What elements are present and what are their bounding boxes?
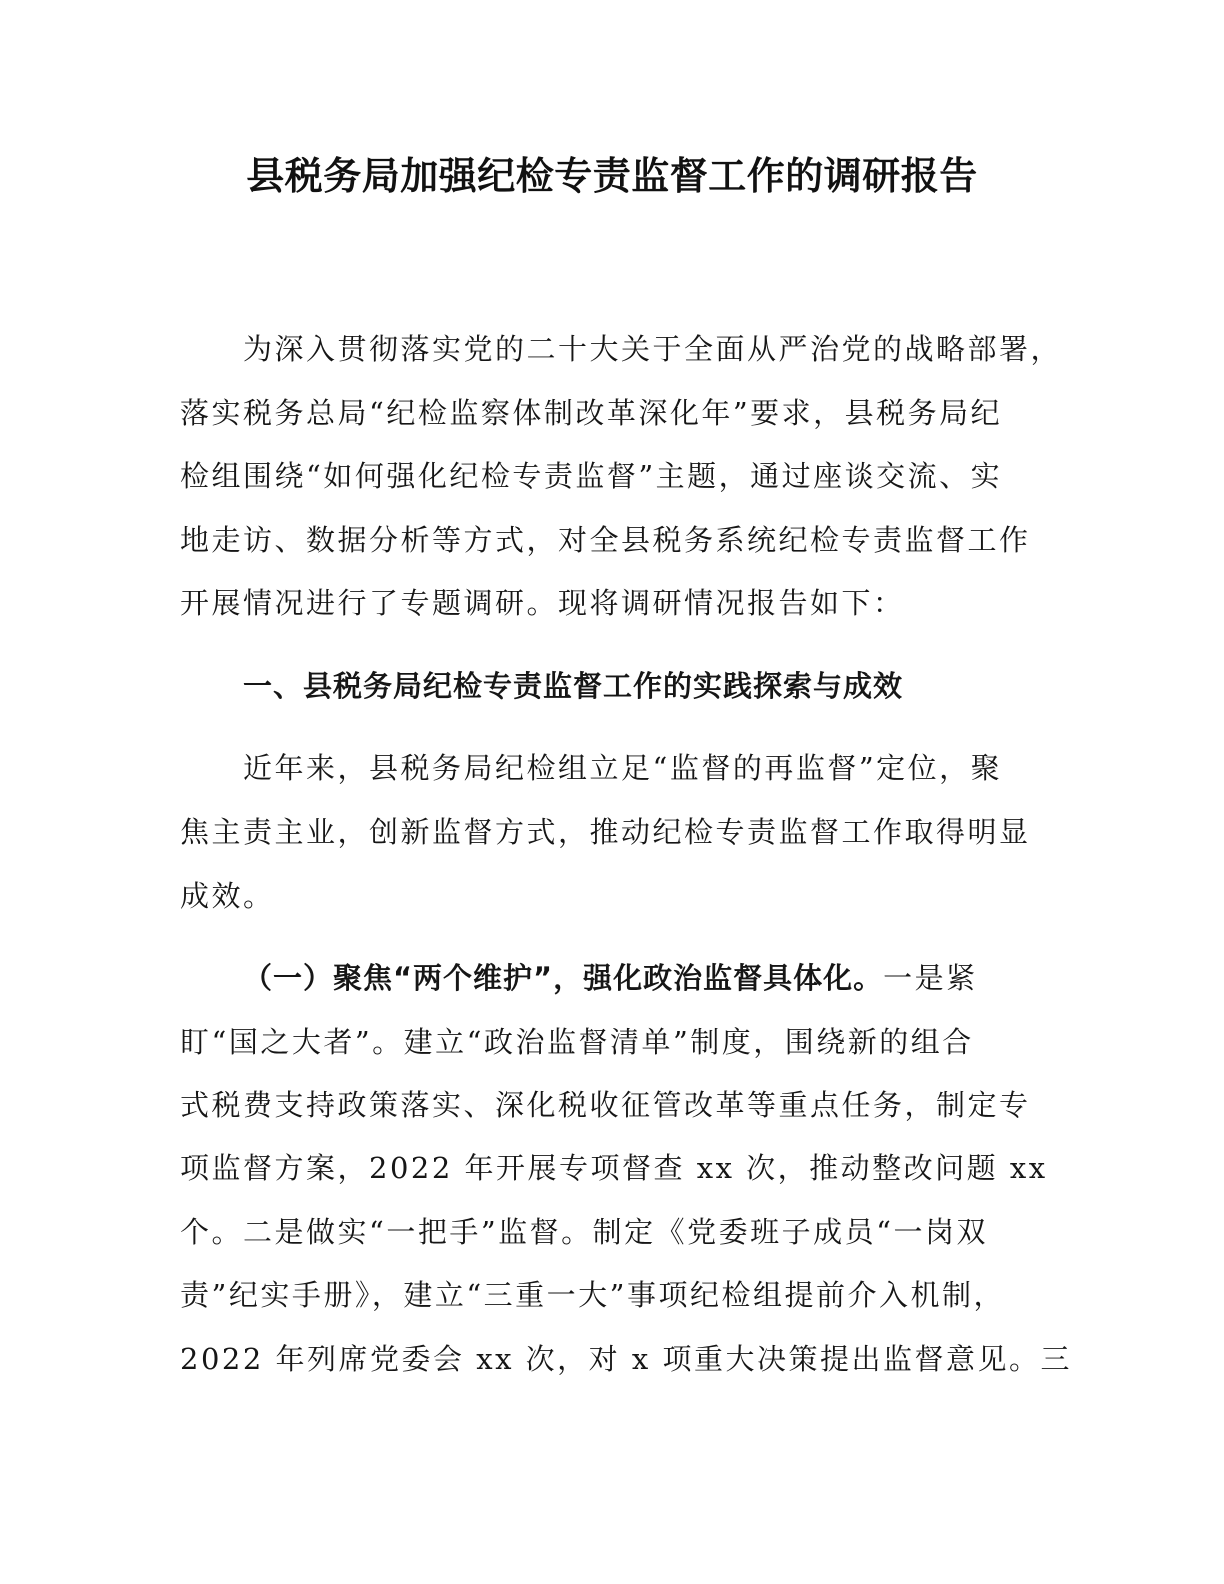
subsection1-line-2: 盯“国之大者”。建立“政治监督清单”制度，围绕新的组合 — [180, 1025, 974, 1059]
subsection1-line-6: 责”纪实手册》，建立“三重一大”事项纪检组提前介入机制， — [180, 1278, 1005, 1312]
subsection1-line-3: 式税费支持政策落实、深化税收征管改革等重点任务，制定专 — [180, 1088, 1031, 1122]
section-heading-1: 一、县税务局纪检专责监督工作的实践探索与成效 — [243, 669, 904, 703]
intro-line-2: 落实税务总局“纪检监察体制改革深化年”要求，县税务局纪 — [180, 396, 1003, 430]
section1-line-3: 成效。 — [180, 879, 275, 913]
subsection1-heading: （一）聚焦“两个维护”，强化政治监督具体化。 — [243, 961, 884, 995]
section1-line-1: 近年来，县税务局纪检组立足“监督的再监督”定位，聚 — [243, 751, 1003, 785]
subsection1-line-4: 项监督方案，2022 年开展专项督查 xx 次，推动整改问题 xx — [180, 1151, 1048, 1185]
subsection1-line-7: 2022 年列席党委会 xx 次，对 x 项重大决策提出监督意见。三 — [180, 1342, 1072, 1376]
subsection1-line-5: 个。二是做实“一把手”监督。制定《党委班子成员“一岗双 — [180, 1215, 988, 1249]
intro-line-4: 地走访、数据分析等方式，对全县税务系统纪检专责监督工作 — [180, 523, 1031, 557]
intro-line-3: 检组围绕“如何强化纪检专责监督”主题，通过座谈交流、实 — [180, 459, 1003, 493]
intro-line-5: 开展情况进行了专题调研。现将调研情况报告如下： — [180, 586, 905, 620]
subsection1-first-rest: 一是紧 — [883, 961, 978, 995]
intro-line-1: 为深入贯彻落实党的二十大关于全面从严治党的战略部署， — [243, 332, 1063, 366]
subsection1-first-line — [243, 946, 1123, 1010]
section1-line-2: 焦主责主业，创新监督方式，推动纪检专责监督工作取得明显 — [180, 815, 1031, 849]
document-title: 县税务局加强纪检专责监督工作的调研报告 — [246, 154, 978, 198]
